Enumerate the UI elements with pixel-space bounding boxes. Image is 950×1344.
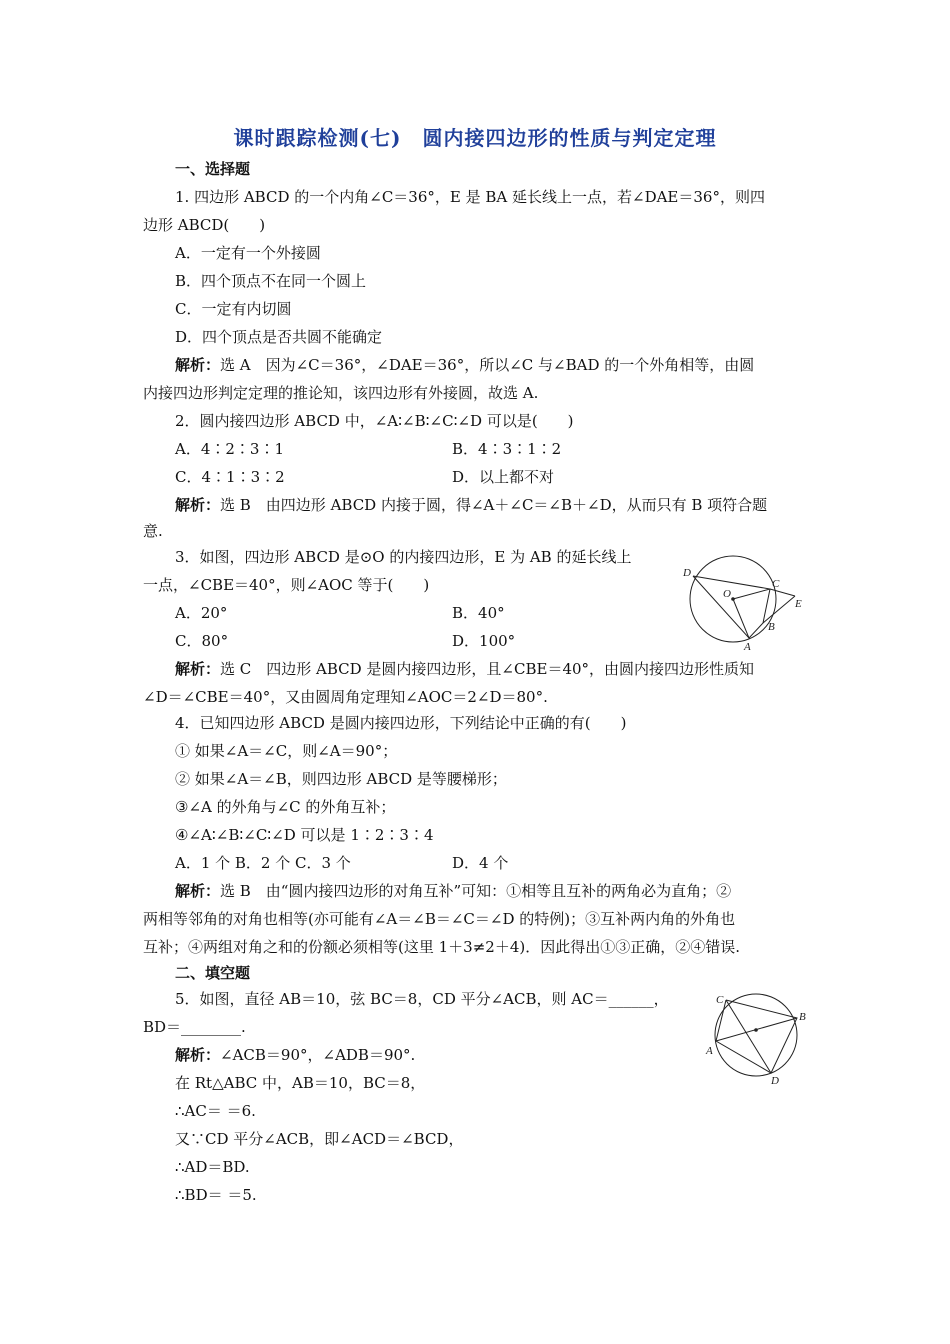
q5-solution-line2: 在 Rt△ABC 中，AB＝10，BC＝8，: [175, 1074, 426, 1092]
solution-text: ∠ACB＝90°，∠ADB＝90°.: [220, 1046, 416, 1064]
q4-option-d: D．4 个: [452, 854, 509, 872]
label-E: E: [795, 598, 802, 610]
q1-option-a: A．一定有一个外接圆: [175, 244, 321, 262]
label-B: B: [799, 1011, 806, 1023]
q4-solution-line2: 两相等邻角的对角也相等(亦可能有∠A＝∠B＝∠C＝∠D 的特例)；③互补两内角的外角也: [143, 910, 736, 928]
q2-stem: 2．圆内接四边形 ABCD 中，∠A∶∠B∶∠C∶∠D 可以是( ): [175, 412, 574, 430]
q5-solution-line3: ∴AC＝ ＝6.: [175, 1102, 256, 1120]
q4-options-abc: A．1 个 B．2 个 C．3 个: [175, 854, 351, 872]
label-C: C: [716, 994, 724, 1006]
q3-solution-line1: [175, 659, 754, 679]
q4-solution-line3: 互补；④两组对角之和的份额必须相等(这里 1＋3≠2＋4)．因此得出①③正确，②④错误.: [143, 938, 740, 956]
q3-option-b: B．40°: [452, 604, 505, 622]
label-D: D: [683, 567, 691, 579]
label-A: A: [744, 641, 751, 653]
label-A: A: [706, 1045, 713, 1057]
q5-solution-line5: ∴AD＝BD.: [175, 1158, 250, 1176]
q3-option-a: A．20°: [175, 604, 228, 622]
q1-solution-line1: [175, 355, 754, 375]
q1-option-c: C．一定有内切圆: [175, 300, 292, 318]
q1-option-d: D．四个顶点是否共圆不能确定: [175, 328, 383, 346]
q2-option-a: A．4∶2∶3∶1: [175, 440, 285, 458]
label-C: C: [772, 578, 780, 590]
solution-label: 解析：: [175, 356, 221, 374]
label-D: D: [771, 1075, 779, 1086]
label-B: B: [768, 621, 775, 633]
solution-text: 选 A 因为∠C＝36°，∠DAE＝36°，所以∠C 与∠BAD 的一个外角相等，由圆: [220, 356, 755, 374]
q1-solution-line2: 内接四边形判定定理的推论知，该四边形有外接圆，故选 A.: [143, 384, 539, 402]
solution-label: 解析：: [175, 660, 221, 678]
q1-option-b: B．四个顶点不在同一个圆上: [175, 272, 367, 290]
q2-option-d: D．以上都不对: [452, 468, 555, 486]
q4-item-1: ① 如果∠A＝∠C，则∠A＝90°；: [175, 742, 398, 760]
solution-label: 解析：: [175, 882, 221, 900]
q5-circle-figure: [700, 990, 812, 1086]
q4-item-4: ④∠A∶∠B∶∠C∶∠D 可以是 1∶2∶3∶4: [175, 826, 434, 844]
solution-text: 选 B 由四边形 ABCD 内接于圆，得∠A＋∠C＝∠B＋∠D，从而只有 B 项符合题: [220, 496, 768, 514]
page-title: 课时跟踪检测(七) 圆内接四边形的性质与判定定理: [233, 126, 717, 150]
q3-option-d: D．100°: [452, 632, 516, 650]
q2-option-b: B．4∶3∶1∶2: [452, 440, 562, 458]
q5-solution-line4: 又∵CD 平分∠ACB，即∠ACD＝∠BCD，: [175, 1130, 464, 1148]
q2-solution-line1: [175, 495, 767, 515]
q2-option-c: C．4∶1∶3∶2: [175, 468, 285, 486]
q5-stem-line2: BD＝________.: [143, 1018, 246, 1036]
q1-stem-line2: 边形 ABCD( ): [143, 216, 266, 234]
solution-text: 选 B 由“圆内接四边形的对角互补”可知：①相等且互补的两角必为直角；②: [220, 882, 732, 900]
section-heading-choice: 一、选择题: [175, 160, 251, 178]
q3-stem-line1: 3．如图，四边形 ABCD 是⊙O 的内接四边形，E 为 AB 的延长线上: [175, 548, 632, 566]
q5-solution-line1: [175, 1045, 415, 1065]
q3-solution-line2: ∠D＝∠CBE＝40°，又由圆周角定理知∠AOC＝2∠D＝80°.: [143, 688, 548, 706]
q4-item-3: ③∠A 的外角与∠C 的外角互补；: [175, 798, 396, 816]
q5-solution-line6: ∴BD＝ ＝5.: [175, 1186, 257, 1204]
solution-text: 选 C 四边形 ABCD 是圆内接四边形，且∠CBE＝40°，由圆内接四边形性质知: [220, 660, 755, 678]
solution-label: 解析：: [175, 496, 221, 514]
section-heading-fill: 二、填空题: [175, 964, 251, 982]
q3-stem-line2: 一点，∠CBE＝40°，则∠AOC 等于( ): [143, 576, 430, 594]
q4-solution-line1: [175, 881, 731, 901]
q1-stem-line1: 1. 四边形 ABCD 的一个内角∠C＝36°，E 是 BA 延长线上一点，若∠DAE＝36°，则四: [175, 188, 765, 206]
q2-solution-line2: 意.: [143, 522, 163, 540]
q3-circle-figure: [678, 552, 808, 654]
q3-option-c: C．80°: [175, 632, 229, 650]
q4-stem: 4．已知四边形 ABCD 是圆内接四边形，下列结论中正确的有( ): [175, 714, 627, 732]
solution-label: 解析：: [175, 1046, 221, 1064]
q4-item-2: ② 如果∠A＝∠B，则四边形 ABCD 是等腰梯形；: [175, 770, 507, 788]
q5-stem-line1: 5．如图，直径 AB＝10，弦 BC＝8，CD 平分∠ACB，则 AC＝______，: [175, 990, 669, 1008]
label-O: O: [723, 588, 731, 600]
